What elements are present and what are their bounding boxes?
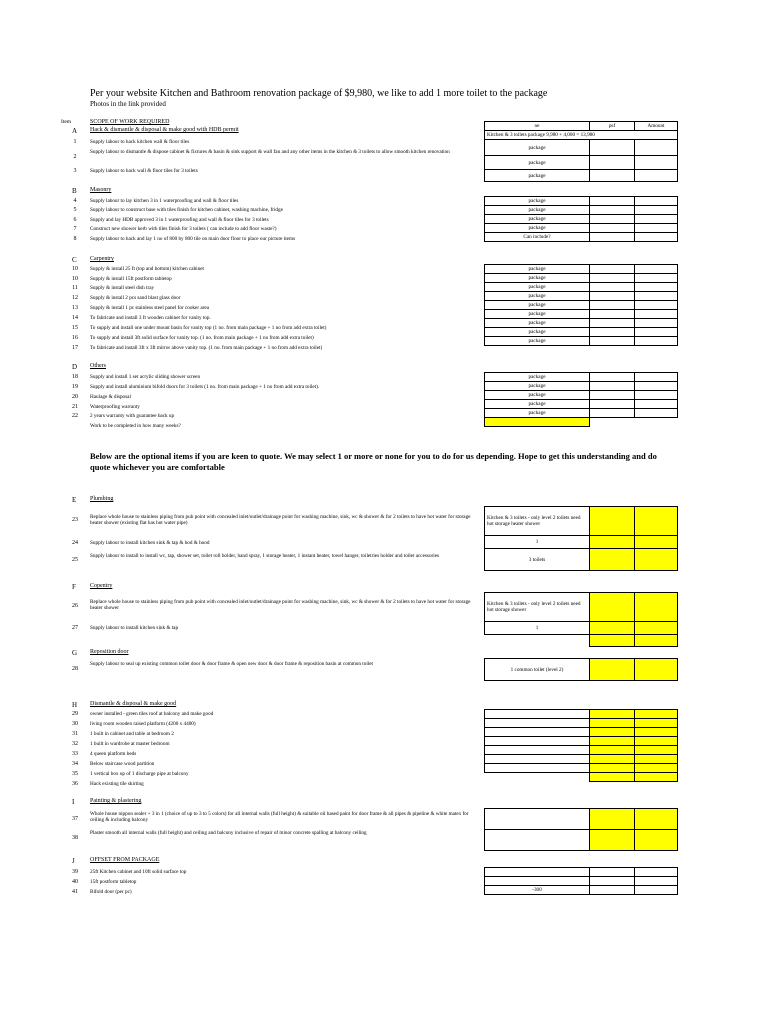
row-number: 22 [72, 413, 78, 419]
psf-header: psf [590, 122, 635, 131]
ne-cell: package [485, 382, 590, 391]
ne-cell: package [485, 197, 590, 206]
pricing-table-a [484, 121, 678, 182]
section-title: Reposition door [90, 649, 129, 655]
amount-input[interactable] [635, 536, 678, 549]
row-number: 16 [72, 335, 78, 341]
section-title: Dismantle & disposal & make good [90, 701, 177, 707]
section-title: Hack & dismantle & disposal & make good with HDB permit [90, 127, 239, 133]
row-number: 13 [72, 305, 78, 311]
ne-cell: package [485, 292, 590, 301]
ne-cell: package [485, 215, 590, 224]
row-number: 24 [72, 540, 78, 546]
amount-input[interactable] [635, 635, 678, 647]
ne-input[interactable] [485, 764, 590, 773]
ne-cell: package [485, 391, 590, 400]
psf-input[interactable] [590, 507, 635, 536]
row-number: 21 [72, 404, 78, 410]
row-desc: Supply and install 1 set acrylic sliding shower screen [90, 374, 201, 380]
ne-input[interactable] [485, 755, 590, 764]
psf-input[interactable] [590, 746, 635, 755]
ne-input[interactable] [485, 710, 590, 719]
row-number: 30 [72, 721, 78, 727]
row-number: 40 [72, 879, 78, 885]
amount-input[interactable] [635, 719, 678, 728]
pricing-table-g [484, 658, 678, 681]
row-desc: Supply labour to dismantle & dispose cabinet & fixtures & basin & sink support & wall fan and any other items in the kitchen & 3 toilets to allow smooth kitchen renovation [90, 149, 450, 155]
row-desc: Construct new shower kerb with tiles finish for 3 toilets ( can include to add floor waste?) [90, 226, 277, 232]
ne-cell: Kitchen & 3 toilets - only level 2 toilets need hot storage shower [485, 593, 590, 622]
amount-input[interactable] [635, 507, 678, 536]
amount-input[interactable] [635, 737, 678, 746]
item-col-header: Item [61, 119, 72, 125]
amount-input[interactable] [635, 549, 678, 571]
amount-input[interactable] [635, 755, 678, 764]
psf-input[interactable] [590, 868, 635, 877]
psf-input[interactable] [590, 755, 635, 764]
row-number: 36 [72, 781, 78, 787]
row-number: 28 [72, 666, 78, 672]
psf-input[interactable] [590, 877, 635, 886]
row-desc: Supply & install 1 pc stainless steel panel for cooker area [90, 305, 209, 311]
row-number: 27 [72, 625, 78, 631]
psf-input[interactable] [590, 593, 635, 622]
row-desc: 2 years warranty with guarantee back up [90, 413, 175, 419]
section-letter: A [72, 127, 78, 135]
ne-input[interactable] [485, 830, 590, 851]
section-title: OFFSET FROM PACKAGE [90, 857, 160, 863]
ne-input[interactable] [485, 728, 590, 737]
amount-input[interactable] [635, 809, 678, 830]
row-number: 23 [72, 517, 78, 523]
row-desc: Bifold door (per pc) [90, 889, 132, 895]
section-title: Copentry [90, 583, 113, 589]
row-number: 38 [72, 835, 78, 841]
ne-input[interactable] [485, 746, 590, 755]
row-number: 3 [73, 168, 77, 174]
row-desc: Replace whole house to stainless piping from pub point with concealed inlet/outlet/drainage point for washing machine, sink, wc & shower & for 2 toilets to have hot water for storage heater shower [90, 599, 471, 611]
ne-cell: 3 toilets [485, 549, 590, 571]
psf-input[interactable] [590, 659, 635, 681]
section-letter: G [72, 649, 78, 657]
row-number: 8 [73, 236, 77, 242]
row-desc: Waterproofing warranty [90, 404, 140, 410]
ne-cell: package [485, 170, 590, 182]
row-number: 17 [72, 345, 78, 351]
ne-cell: package [485, 310, 590, 319]
ne-cell: Can include? [485, 233, 590, 242]
row-desc: Supply labour to hack and lay 1 no of 800 by 800 tile on main door floor to place our picture items [90, 236, 296, 242]
row-number: 10 [72, 276, 78, 282]
row-number: 12 [72, 295, 78, 301]
row-desc: living room wooden raised platform (4200 x 4400) [90, 721, 196, 727]
section-title: Others [90, 363, 106, 369]
ne-cell: package [485, 206, 590, 215]
row-number: 20 [72, 394, 78, 400]
row-number: 18 [72, 374, 78, 380]
row-number: 10 [72, 266, 78, 272]
row-desc: Supply labour to lay kitchen 3 in 1 waterproofing and wall & floor tiles [90, 198, 239, 204]
row-number: 26 [72, 603, 78, 609]
pricing-table-j [484, 867, 678, 895]
section-letter: C [72, 256, 77, 264]
amount-input[interactable] [635, 728, 678, 737]
psf-input[interactable] [590, 728, 635, 737]
row-number: 39 [72, 869, 78, 875]
section-title: Masonry [90, 187, 112, 193]
psf-input[interactable] [590, 830, 635, 851]
psf-input[interactable] [590, 719, 635, 728]
row-desc: Plaster smooth all internal walls (full height) and ceiling and balcony inclusive of repair of minor concrete spalling at balcony ceiling [90, 830, 367, 836]
row-number: 29 [72, 711, 78, 717]
row-desc: To supply and install 3ft solid surface for vanity top. (1 no. from main package + 1 no from add extra toilet) [90, 335, 314, 341]
amount-input[interactable] [635, 868, 678, 877]
row-desc: To supply and install one under mount basin for vanity top (1 no. from main package + 1 no from add extra toilet) [90, 325, 327, 331]
pricing-table-f [484, 592, 678, 647]
row-number: 1 [73, 139, 77, 145]
row-desc: 1 vertical box up of 1 discharge pipe at balcony [90, 771, 189, 777]
ne-cell: package [485, 337, 590, 346]
section-title: Painting & plastering [90, 798, 142, 804]
ne-cell: package [485, 319, 590, 328]
ne-cell: package [485, 265, 590, 274]
amount-input[interactable] [635, 659, 678, 681]
section-letter: H [72, 701, 78, 709]
optional-intro: Below are the optional items if you are keen to quote. We may select 1 or more or none for you to do for us depending. Hope to get this understanding and do quote whichever you are comfortable [90, 451, 657, 472]
row-number: 4 [73, 198, 77, 204]
row-number: 35 [72, 771, 78, 777]
amount-input[interactable] [635, 710, 678, 719]
row-desc: owner installed - green tiles roof at balcony and make good [90, 711, 214, 717]
row-desc: To fabricate and install 3ft x 3ft mirror above vanity top. (1 no. from main package + 1 no from add extra toilet) [90, 345, 323, 351]
psf-input[interactable] [590, 549, 635, 571]
row-number: 6 [73, 217, 77, 223]
amount-input[interactable] [635, 877, 678, 886]
row-desc: Supply labour to seal up existing common toilet door & door frame & open new door & door frame & reposition basin at common toilet [90, 661, 373, 667]
row-number: 25 [72, 557, 78, 563]
row-desc: Supply labour to hack wall & floor tiles for 3 toilets [90, 168, 198, 174]
ne-cell: package [485, 301, 590, 310]
row-desc: Whole house nippon sealer + 3 in 1 (choice of up to 3 to 5 colors) for all internal walls (full height) & suitable oil based paint for door frame & all pipes & pipeline & white matex for ceiling & including balcony [90, 811, 469, 823]
row-desc: To fabricate and install 3 ft wooden cabinet for vanity top. [90, 315, 211, 321]
amount-header: Amount [635, 122, 678, 131]
psf-input[interactable] [590, 710, 635, 719]
amount-input[interactable] [635, 886, 678, 895]
psf-input[interactable] [590, 886, 635, 895]
section-letter: F [72, 583, 76, 591]
ne-cell: package [485, 274, 590, 283]
row-desc: Supply & install 15ft postform tabletop [90, 276, 172, 282]
section-title: Carpentry [90, 256, 114, 262]
ne-cell: package [485, 328, 590, 337]
row-desc: Work to be completed in how many weeks? [90, 423, 181, 429]
row-desc: 1 built in wardrobe at master bedroom [90, 741, 170, 747]
psf-input[interactable] [590, 622, 635, 635]
row-desc: Supply labour to install kitchen sink & tap [90, 625, 179, 631]
row-desc: Haulage & disposal [90, 394, 131, 400]
psf-input[interactable] [590, 773, 635, 782]
row-desc: Supply labour to install to install wc, tap, shower set, toilet roll holder, hand spray, 1 storage heater, 1 instant heater, towel hanger, toiletries holder and toilet accessories [90, 553, 440, 559]
section-letter: E [72, 496, 77, 504]
ne-input[interactable] [485, 737, 590, 746]
ne-input[interactable] [485, 877, 590, 886]
row-desc: Below staircase wood partition [90, 761, 155, 767]
row-desc: Supply labour to hack kitchen wall & floor tiles [90, 139, 190, 145]
pricing-table-e [484, 506, 678, 571]
row-number: 7 [73, 226, 77, 232]
row-desc: 4 queen platform beds [90, 751, 137, 757]
section-title: Plumbing [90, 496, 114, 502]
row-desc: Supply labour to construct base with tiles finish for kitchen cabinet, washing machine, fridge [90, 207, 283, 213]
weeks-input-cell[interactable] [485, 418, 590, 427]
row-number: 5 [73, 207, 77, 213]
psf-input[interactable] [590, 764, 635, 773]
row-number: 33 [72, 751, 78, 757]
ne-header: ne [485, 122, 590, 131]
row-number: 2 [73, 154, 77, 160]
ne-cell: package [485, 409, 590, 418]
ne-cell: Kitchen & 3 toilets package 9,980 + 4,000 = 13,980 [485, 131, 678, 140]
ne-input[interactable] [485, 809, 590, 830]
ne-cell: package [485, 283, 590, 292]
amount-input[interactable] [635, 593, 678, 622]
row-number: 34 [72, 761, 78, 767]
section-letter: B [72, 187, 77, 195]
row-number: 32 [72, 741, 78, 747]
psf-input[interactable] [590, 635, 635, 647]
ne-cell: package [485, 400, 590, 409]
row-desc: Supply and install aluminium bifold doors for 3 toilets (1 no. from main package + 1 no from add extra toilet). [90, 384, 320, 390]
row-desc: Replace whole house to stainless piping from pub point with concealed inlet/outlet/drainage point for washing machine, sink, wc & shower & for 2 toilets to have hot water for storage heater shower (existing flat has hot water pipe) [90, 514, 471, 526]
amount-input[interactable] [635, 764, 678, 773]
psf-input[interactable] [590, 536, 635, 549]
section-letter: J [72, 857, 75, 865]
row-number: 41 [72, 889, 78, 895]
row-number: 31 [72, 731, 78, 737]
pricing-table-d [484, 372, 678, 427]
ne-input[interactable] [485, 719, 590, 728]
row-desc: Supply and lay HDB approved 3 in 1 waterproofing and wall & floor tiles for 3 toilets [90, 217, 269, 223]
row-number: 37 [72, 816, 78, 822]
row-number: 19 [72, 384, 78, 390]
row-desc: Supply labour to install kitchen sink & tap & hod & hood [90, 540, 210, 546]
psf-input[interactable] [590, 737, 635, 746]
row-desc: 25ft Kitchen cabinet and 10ft solid surface top [90, 869, 187, 875]
ne-cell: package [485, 373, 590, 382]
ne-cell: -300 [485, 886, 590, 895]
row-desc: 1 built in cabinet and table at bedroom 2 [90, 731, 174, 737]
pricing-table-b [484, 196, 678, 242]
row-desc: Supply & install steel dish tray [90, 285, 155, 291]
amount-input[interactable] [635, 746, 678, 755]
row-number: 14 [72, 315, 78, 321]
psf-input[interactable] [590, 809, 635, 830]
row-desc: Supply & install 2 pcs sand blast glass door [90, 295, 181, 301]
page-subtitle: Photos in the link provided [90, 100, 166, 108]
page-title: Per your website Kitchen and Bathroom renovation package of $9,980, we like to add 1 more toilet to the package [90, 88, 548, 99]
ne-cell: 1 [485, 622, 590, 635]
row-desc: Supply & install 25 ft (top and bottom) kitchen cabinet [90, 266, 204, 272]
pricing-table-i [484, 808, 678, 851]
ne-cell: package [485, 224, 590, 233]
section-letter: D [72, 363, 78, 371]
ne-cell: package [485, 156, 590, 170]
amount-input[interactable] [635, 773, 678, 782]
scope-header: SCOPE OF WORK REQUIRED [90, 119, 170, 125]
row-desc: 15ft postform tabletop [90, 879, 137, 885]
pricing-table-c [484, 264, 678, 346]
ne-cell: 1 [485, 536, 590, 549]
row-number: 11 [72, 285, 78, 291]
amount-input[interactable] [635, 830, 678, 851]
ne-cell: 1 common toilet (level 2) [485, 659, 590, 681]
row-desc: Hack existing tile skirting [90, 781, 144, 787]
ne-cell: Kitchen & 3 toilets - only level 2 toilets need hot storage heater shower [485, 507, 590, 536]
ne-input[interactable] [485, 868, 590, 877]
amount-input[interactable] [635, 622, 678, 635]
section-letter: I [72, 798, 75, 806]
ne-cell: package [485, 140, 590, 156]
pricing-table-h [484, 709, 678, 782]
row-number: 15 [72, 325, 78, 331]
